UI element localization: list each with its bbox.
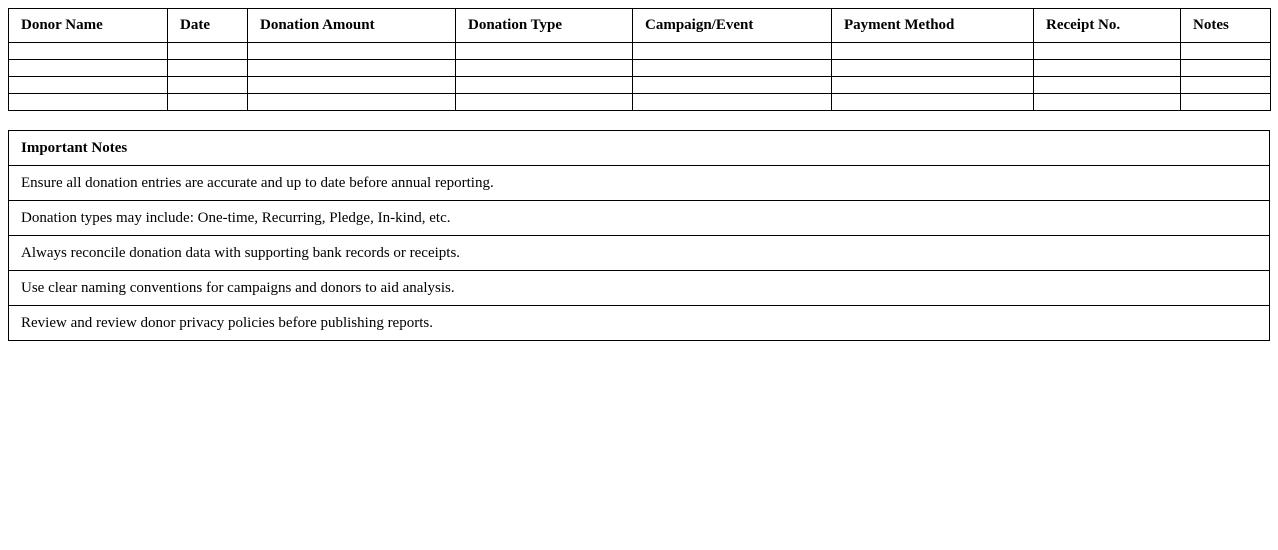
- note-item: Donation types may include: One-time, Recurring, Pledge, In-kind, etc.: [9, 201, 1270, 236]
- table-cell[interactable]: [832, 94, 1034, 111]
- table-cell[interactable]: [248, 60, 456, 77]
- column-header-date: Date: [168, 9, 248, 43]
- table-cell[interactable]: [832, 60, 1034, 77]
- column-header-notes: Notes: [1181, 9, 1271, 43]
- table-cell[interactable]: [832, 77, 1034, 94]
- important-notes-table: [8, 130, 1270, 341]
- table-cell[interactable]: [456, 43, 633, 60]
- table-row: [9, 43, 1271, 60]
- note-row: [9, 201, 1270, 236]
- note-row: [9, 166, 1270, 201]
- column-header-donor-name: Donor Name: [9, 9, 168, 43]
- table-cell[interactable]: [168, 77, 248, 94]
- table-cell[interactable]: [633, 60, 832, 77]
- table-cell[interactable]: [633, 77, 832, 94]
- table-cell[interactable]: [9, 60, 168, 77]
- note-item: Review and review donor privacy policies before publishing reports.: [9, 306, 1270, 341]
- table-cell[interactable]: [1181, 77, 1271, 94]
- column-header-campaign-event: Campaign/Event: [633, 9, 832, 43]
- table-header-row: [9, 9, 1271, 43]
- column-header-payment-method: Payment Method: [832, 9, 1034, 43]
- table-cell[interactable]: [168, 43, 248, 60]
- table-cell[interactable]: [633, 94, 832, 111]
- column-header-donation-type: Donation Type: [456, 9, 633, 43]
- table-cell[interactable]: [456, 94, 633, 111]
- table-cell[interactable]: [1181, 60, 1271, 77]
- table-cell[interactable]: [9, 94, 168, 111]
- note-row: [9, 236, 1270, 271]
- note-row: [9, 306, 1270, 341]
- note-item: Use clear naming conventions for campaigns and donors to aid analysis.: [9, 271, 1270, 306]
- table-cell[interactable]: [832, 43, 1034, 60]
- table-cell[interactable]: [168, 94, 248, 111]
- table-cell[interactable]: [456, 77, 633, 94]
- notes-title: Important Notes: [9, 131, 1270, 166]
- table-cell[interactable]: [633, 43, 832, 60]
- table-row: [9, 77, 1271, 94]
- note-item: Ensure all donation entries are accurate and up to date before annual reporting.: [9, 166, 1270, 201]
- notes-header-row: [9, 131, 1270, 166]
- table-cell[interactable]: [1034, 43, 1181, 60]
- table-cell[interactable]: [248, 94, 456, 111]
- table-cell[interactable]: [248, 43, 456, 60]
- table-cell[interactable]: [1181, 94, 1271, 111]
- table-row: [9, 60, 1271, 77]
- note-row: [9, 271, 1270, 306]
- table-cell[interactable]: [9, 77, 168, 94]
- table-cell[interactable]: [456, 60, 633, 77]
- column-header-receipt-no: Receipt No.: [1034, 9, 1181, 43]
- table-cell[interactable]: [1034, 77, 1181, 94]
- donation-table: [8, 8, 1271, 111]
- column-header-donation-amount: Donation Amount: [248, 9, 456, 43]
- table-cell[interactable]: [248, 77, 456, 94]
- table-cell[interactable]: [1181, 43, 1271, 60]
- table-cell[interactable]: [1034, 94, 1181, 111]
- table-row: [9, 94, 1271, 111]
- table-cell[interactable]: [1034, 60, 1181, 77]
- note-item: Always reconcile donation data with supporting bank records or receipts.: [9, 236, 1270, 271]
- table-cell[interactable]: [9, 43, 168, 60]
- table-cell[interactable]: [168, 60, 248, 77]
